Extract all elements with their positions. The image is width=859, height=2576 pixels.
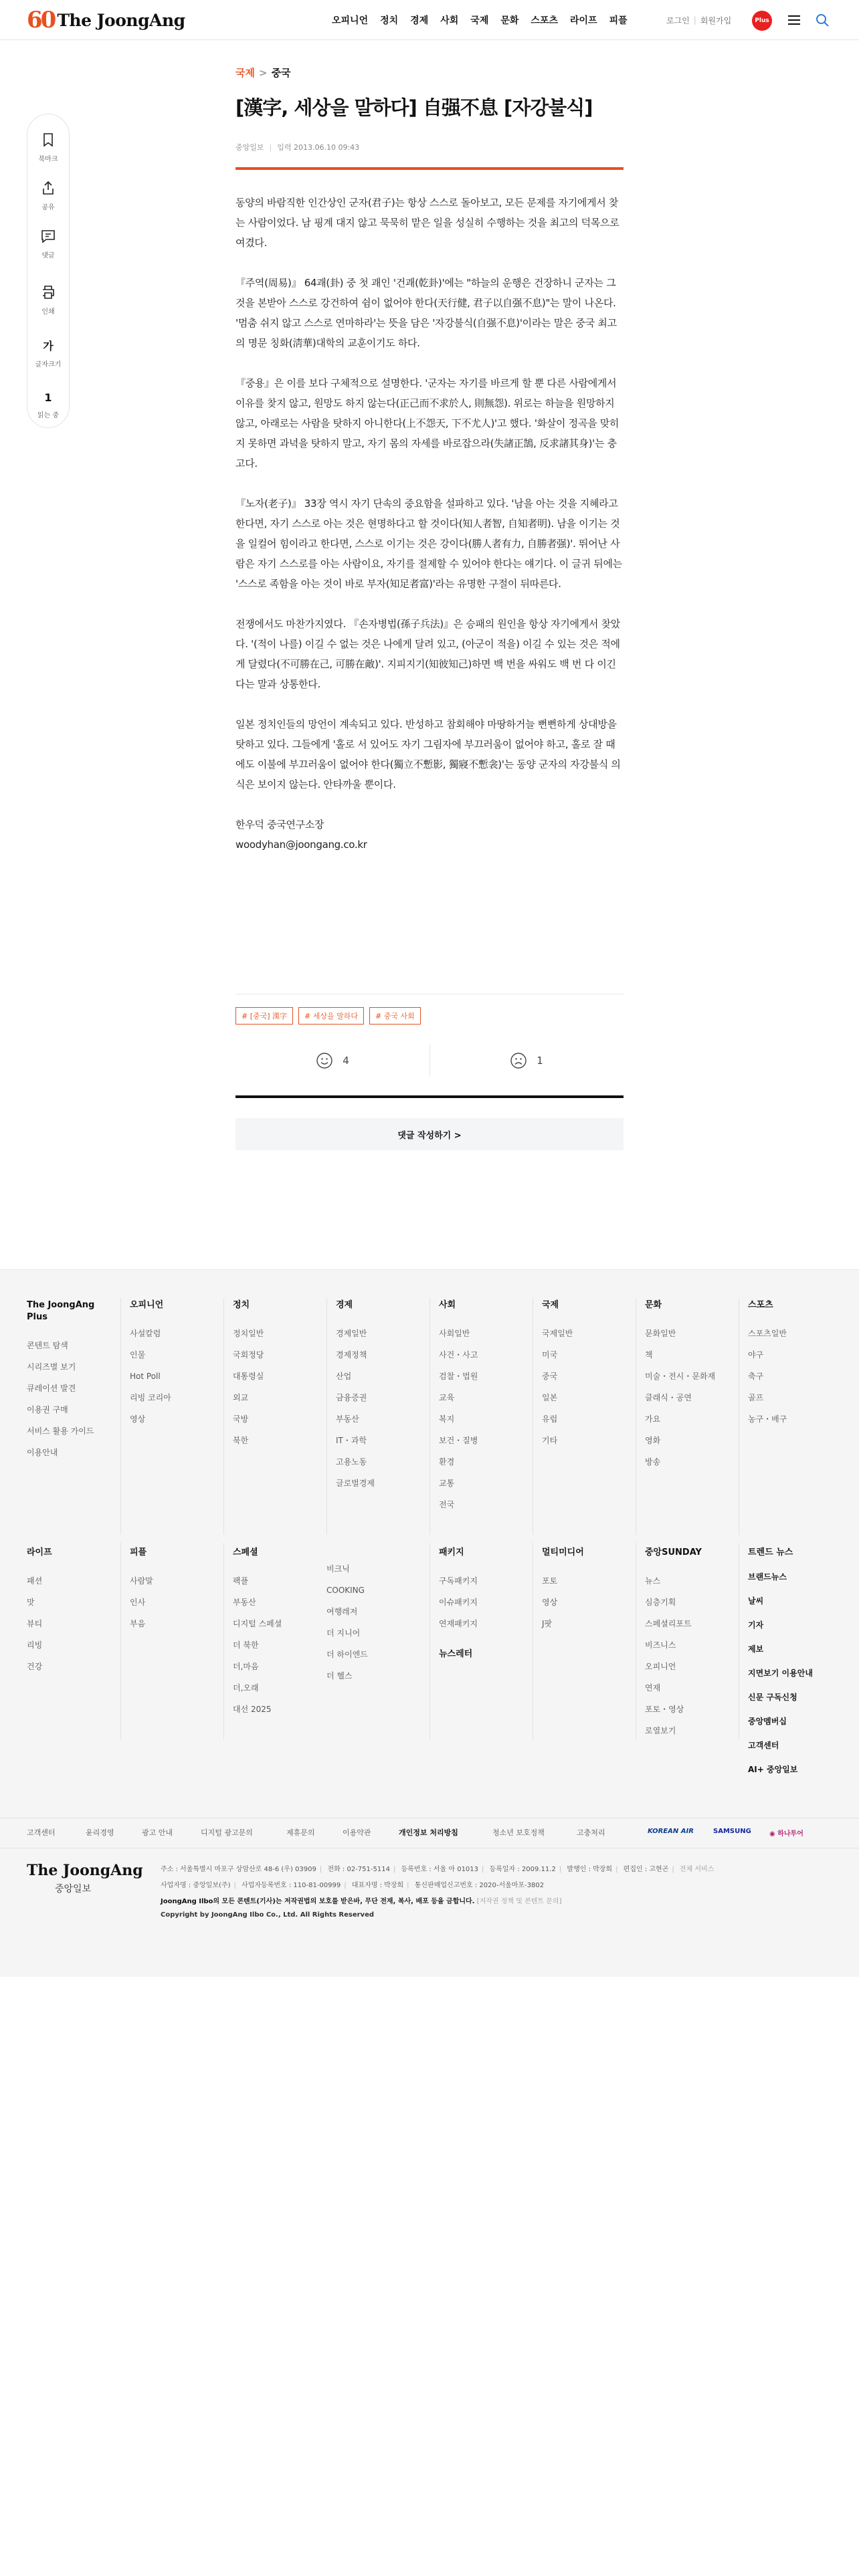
footer-link[interactable]: 영상 xyxy=(542,1598,558,1607)
footer-link[interactable]: 서비스 활용 가이드 xyxy=(27,1426,94,1436)
footer-link[interactable]: 국방 xyxy=(233,1414,249,1424)
company-info-line: 사업자명 : 중앙일보(주) | 사업자등록번호 : 110-81-00999 | 대표자명 : 박장희 | 통신판매업신고번호 : 2020-서울마포-3802 xyxy=(161,1882,545,1889)
footer-link[interactable]: 방송 xyxy=(645,1457,661,1467)
footer-link[interactable]: 중국 xyxy=(542,1372,558,1381)
footer-link[interactable]: IT・과학 xyxy=(336,1436,367,1445)
footer-link[interactable]: 더,마음 xyxy=(233,1662,259,1671)
footer-link[interactable]: 고용노동 xyxy=(336,1457,367,1467)
footer-link[interactable]: 대선 2025 xyxy=(233,1705,272,1714)
footer-link[interactable]: 유럽 xyxy=(542,1414,558,1424)
policy-link[interactable]: 광고 안내 xyxy=(142,1828,173,1837)
footer-link[interactable]: 더 헬스 xyxy=(326,1671,353,1681)
footer-col-opinion xyxy=(130,1299,230,1434)
footer-col-world xyxy=(542,1299,642,1456)
footer-link[interactable]: 인물 xyxy=(130,1350,146,1360)
company-address: 주소 : 서울특별시 마포구 상암산로 48-6 (우) 03909 xyxy=(161,1866,316,1873)
footer-link[interactable]: 스포츠일반 xyxy=(748,1329,787,1338)
article-paragraph: 전쟁에서도 마찬가지였다. 『손자병법(孫子兵法)』은 승패의 원인을 항상 자기에게서 찾았다. '(적이 나를) 이길 수 없는 것은 나에게 달려 있고, (아군이 적을) 이길 수 있는 것은 적에게 달렸다(不可勝在己, 可勝在敵)'. 지피지기(知彼知己)하면 백 번을 싸워도 백 번 다 이긴다는 말과 상통한다. xyxy=(235,618,620,690)
sad-icon xyxy=(510,1052,527,1069)
footer-link[interactable]: 콘텐트 탐색 xyxy=(27,1341,68,1350)
article-author: 한우덕 중국연구소장 xyxy=(235,819,324,831)
article-paragraph: 『노자(老子)』 33장 역시 자기 단속의 중요함을 설파하고 있다. '남을 아는 것을 지혜라고 한다면, 자기 스스로 아는 것은 현명하다고 할 것이다(知人者智, 自知者明). 남을 이기는 것을 일컬어 힘이라고 한다면, 스스로 이기는 것은 강이다(勝人者有力, 自勝者强)'. 뛰어난 사람은 자기 스스로를 아는 사람이요, 자기를 절제할 수 있어야 한다는 얘기다. 이 글귀 뒤에는 '스스로 족함을 아는 것이 바로 부자(知足者富)'라는 유명한 구절이 뒤따른다. xyxy=(235,498,622,590)
footer-col-title[interactable]: 스페셜 xyxy=(233,1547,258,1558)
user-util xyxy=(666,0,731,40)
footer-col-title[interactable]: 문화 xyxy=(645,1300,662,1310)
editor: 편집인 : 고현곤 xyxy=(623,1866,669,1873)
footer-link[interactable]: 가요 xyxy=(645,1414,661,1424)
footer-link[interactable]: Hot Poll xyxy=(130,1372,161,1381)
policy-link[interactable]: 고객센터 xyxy=(27,1828,56,1837)
login-link[interactable]: 로그인 xyxy=(666,15,690,25)
site-logo[interactable] xyxy=(27,8,185,32)
article xyxy=(235,66,624,855)
partner-logo-koreanair[interactable]: KOREAN AIR xyxy=(648,1828,694,1835)
footer-link[interactable]: 더 하이엔드 xyxy=(326,1650,368,1659)
footer-link[interactable]: 일본 xyxy=(542,1393,558,1402)
footer-link[interactable]: 산업 xyxy=(336,1372,352,1381)
footer-link[interactable]: 금융증권 xyxy=(336,1393,367,1402)
search-icon[interactable] xyxy=(815,13,830,27)
policy-link[interactable]: 디지털 광고문의 xyxy=(201,1828,253,1837)
article-body xyxy=(235,193,624,855)
footer-link[interactable]: 야구 xyxy=(748,1350,764,1360)
footer-col-title[interactable]: 피플 xyxy=(130,1547,147,1558)
footer-link[interactable]: 연재패키지 xyxy=(439,1619,478,1628)
footer-logo[interactable] xyxy=(27,1862,143,1895)
footer-link[interactable]: 사회일반 xyxy=(439,1329,470,1338)
footer-link[interactable]: 비즈니스 xyxy=(645,1640,676,1650)
comment-button[interactable] xyxy=(27,228,69,259)
font-size-icon: 가 xyxy=(43,340,54,352)
footer-col-title[interactable]: 사회 xyxy=(439,1300,456,1310)
footer-link[interactable]: 농구・배구 xyxy=(748,1414,787,1424)
footer-link[interactable]: 영상 xyxy=(130,1414,146,1424)
footer-link[interactable]: 교육 xyxy=(439,1393,455,1402)
partner-logo-samsung[interactable]: SAMSUNG xyxy=(713,1828,751,1835)
footer-col-title[interactable]: 트렌드 뉴스 xyxy=(748,1547,793,1558)
footer-col-people xyxy=(130,1547,230,1639)
footer-logo-ko: 중앙일보 xyxy=(55,1884,92,1895)
like-count: 4 xyxy=(343,1055,349,1067)
footer-col-title[interactable]: 멀티미디어 xyxy=(542,1547,584,1558)
all-services-link[interactable]: 전체 서비스 xyxy=(679,1866,714,1873)
article-paragraph: 『중용』은 이를 보다 구체적으로 설명한다. '군자는 자기를 바르게 할 뿐 다른 사람에게서 이유를 찾지 않고, 원망도 하지 않는다(正己而不求於人, 則無怨). 위로는 하늘을 원망하지 않고, 아래로는 사람을 탓하지 아니한다(上不怨天, 下不尤人)'고 했다. '화살이 정곡을 맞히지 못하면 과녁을 탓하지 말고, 자기 몸의 자세를 바로잡으라(失諸正鵠, 反求諸其身)'는 충고다. xyxy=(235,377,619,469)
footer-link[interactable]: 부동산 xyxy=(336,1414,359,1424)
footer-link[interactable]: 더 북한 xyxy=(233,1640,259,1650)
breadcrumb-subcategory[interactable]: 중국 xyxy=(271,67,291,79)
nav-life[interactable]: 라이프 xyxy=(570,15,597,26)
footer-link[interactable]: 북한 xyxy=(233,1436,249,1445)
footer-link[interactable]: 대통령실 xyxy=(233,1372,264,1381)
footer-link[interactable]: 제보 xyxy=(748,1644,764,1654)
footer-link[interactable]: 포토 xyxy=(542,1576,558,1586)
article-meta xyxy=(235,142,624,152)
footer-link[interactable]: 전국 xyxy=(439,1500,455,1509)
nav-people[interactable]: 피플 xyxy=(609,15,628,26)
footer-link[interactable]: 미국 xyxy=(542,1350,558,1360)
article-source: 중앙일보 xyxy=(235,143,264,152)
footer-link[interactable]: 시리즈별 보기 xyxy=(27,1362,76,1372)
footer-link[interactable]: 연재 xyxy=(645,1683,661,1693)
footer-link[interactable]: 로열보기 xyxy=(645,1726,676,1735)
tag-item[interactable]: # 중국 사회 xyxy=(369,1007,421,1025)
site-header xyxy=(0,0,859,40)
font-size-label: 글자크기 xyxy=(35,361,62,368)
footer-link[interactable]: 미술・전시・문화재 xyxy=(645,1372,716,1381)
business-number: 사업자등록번호 : 110-81-00999 xyxy=(242,1882,341,1889)
comment-divider xyxy=(235,1095,624,1098)
ceo-name: 대표자명 : 박장희 xyxy=(351,1882,404,1889)
footer-link[interactable]: 팩플 xyxy=(233,1576,249,1586)
footer-link[interactable]: 책 xyxy=(645,1350,653,1360)
copyright-notice xyxy=(161,1895,561,1905)
footer-link[interactable]: 뷰티 xyxy=(27,1619,43,1628)
share-button[interactable] xyxy=(27,180,69,211)
footer-link[interactable]: AI+ 중앙일보 xyxy=(748,1765,798,1774)
policy-link[interactable]: 이용약관 xyxy=(343,1828,371,1837)
footer-col-special-2 xyxy=(326,1547,427,1691)
breadcrumb xyxy=(235,66,624,80)
footer-link[interactable]: 부음 xyxy=(130,1619,146,1628)
bookmark-button[interactable] xyxy=(27,132,69,163)
share-icon xyxy=(40,180,56,196)
company-info-line: 주소 : 서울특별시 마포구 상암산로 48-6 (우) 03909 | 전화 : 02-751-5114 | 등록번호 : 서울 아 01013 | 등록일자 : 2009.11.2 | 발행인 : 박장희 | 편집인 : 고현곤 | 전체 서비스 xyxy=(161,1866,714,1873)
footer-col-package xyxy=(439,1547,539,1677)
footer-link[interactable]: 외교 xyxy=(233,1393,249,1402)
footer-link[interactable]: 스페셜리포트 xyxy=(645,1619,692,1628)
footer-link[interactable]: 클래식・공연 xyxy=(645,1393,692,1402)
article-date: 입력 2013.06.10 09:43 xyxy=(277,143,360,152)
footer-link[interactable]: J팟 xyxy=(542,1619,553,1628)
footer-link[interactable]: 복지 xyxy=(439,1414,455,1424)
footer-policy-bar xyxy=(0,1818,859,1848)
footer-logo-en: The JoongAng xyxy=(27,1862,143,1879)
footer-col-society xyxy=(439,1299,539,1520)
footer-link[interactable]: 부동산 xyxy=(233,1598,256,1607)
footer-link[interactable]: 포토・영상 xyxy=(645,1705,684,1714)
footer-col-title[interactable]: 스포츠 xyxy=(748,1300,773,1310)
article-paragraph: 일본 정치인들의 망언이 계속되고 있다. 반성하고 참회해야 마땅하거늘 뻔뻔하게 상대방을 탓하고 있다. 그들에게 '홀로 서 있어도 자기 그림자에 부끄러움이 없어야 하고, 홀로 잘 때에도 이불에 부끄러움이 없어야 한다(獨立不慙影, 獨寢不慙衾)'는 동양 군자의 자강불식 의식은 보이지 않는다. 안타까울 뿐이다. xyxy=(235,718,621,790)
copyright: Copyright by JoongAng Ilbo Co., Ltd. All Rights Reserved xyxy=(161,1911,375,1919)
copyright-policy-link[interactable]: [저작권 정책 및 콘텐트 문의] xyxy=(476,1898,562,1905)
logo-60: 60 xyxy=(27,7,55,33)
footer-link[interactable]: 사설칼럼 xyxy=(130,1329,161,1338)
main-nav xyxy=(332,0,640,40)
reactions xyxy=(235,1041,624,1081)
ecommerce-number: 통신판매업신고번호 : 2020-서울마포-3802 xyxy=(414,1882,545,1889)
footer-link[interactable]: 고객센터 xyxy=(748,1741,779,1750)
footer-link[interactable]: 환경 xyxy=(439,1457,455,1467)
like-button[interactable] xyxy=(235,1041,430,1081)
footer-link[interactable]: 날씨 xyxy=(748,1596,764,1606)
footer-link[interactable]: 검찰・법원 xyxy=(439,1372,478,1381)
footer-link[interactable]: 글로벌경제 xyxy=(336,1479,375,1488)
footer-col-title[interactable]: 패키지 xyxy=(439,1547,464,1558)
footer-col-title[interactable]: 뉴스레터 xyxy=(439,1649,473,1659)
footer-link[interactable]: 리빙 코리아 xyxy=(130,1393,171,1402)
nav-society[interactable]: 사회 xyxy=(440,15,459,26)
nav-culture[interactable]: 문화 xyxy=(500,15,519,26)
footer-link[interactable]: 브랜드뉴스 xyxy=(748,1572,787,1582)
footer-link[interactable]: 골프 xyxy=(748,1393,764,1402)
footer-link[interactable]: 패션 xyxy=(27,1576,43,1586)
footer-link[interactable]: 구독패키지 xyxy=(439,1576,478,1586)
plus-button[interactable]: Plus xyxy=(752,11,772,31)
footer-col-culture xyxy=(645,1299,745,1477)
footer-col-title[interactable]: 오피니언 xyxy=(130,1300,164,1310)
footer-col-politics xyxy=(233,1299,333,1456)
footer-link[interactable]: COOKING xyxy=(326,1586,365,1595)
article-toolbar xyxy=(27,114,70,428)
comment-label: 댓글 xyxy=(41,252,55,259)
title-divider xyxy=(235,167,624,170)
footer-link[interactable]: 교통 xyxy=(439,1479,455,1488)
nav-opinion[interactable]: 오피니언 xyxy=(332,15,369,26)
footer-column-divider xyxy=(120,1298,121,1535)
company-name: 사업자명 : 중앙일보(주) xyxy=(161,1882,231,1889)
reader-count-label: 읽는 중 xyxy=(37,412,60,419)
breadcrumb-arrow-icon: > xyxy=(258,67,268,79)
footer-link[interactable]: 이슈패키지 xyxy=(439,1598,478,1607)
footer-col-life xyxy=(27,1547,127,1682)
footer-link[interactable]: 국제일반 xyxy=(542,1329,573,1338)
print-label: 인쇄 xyxy=(41,308,55,316)
footer-link[interactable]: 축구 xyxy=(748,1372,764,1381)
footer-link[interactable]: 이용권 구매 xyxy=(27,1405,68,1414)
footer-link[interactable]: 정치일반 xyxy=(233,1329,264,1338)
footer-link[interactable]: 기자 xyxy=(748,1620,764,1630)
policy-link[interactable]: 개인정보 처리방침 xyxy=(399,1828,458,1837)
tag-item[interactable]: # 세상을 말하다 xyxy=(298,1007,364,1025)
footer-link[interactable]: 보건・질병 xyxy=(439,1436,478,1445)
footer-link[interactable]: 맛 xyxy=(27,1598,35,1607)
footer-col-sunday xyxy=(645,1547,745,1746)
footer-link[interactable]: 국회정당 xyxy=(233,1350,264,1360)
footer-link[interactable]: 사람말 xyxy=(130,1576,153,1586)
policy-link[interactable]: 제휴문의 xyxy=(286,1828,315,1837)
footer-link[interactable]: 비크닉 xyxy=(326,1564,350,1574)
publisher: 발행인 : 박장희 xyxy=(567,1866,613,1873)
nav-economy[interactable]: 경제 xyxy=(410,15,429,26)
footer-col-title[interactable]: 경제 xyxy=(336,1300,353,1310)
footer-link[interactable]: 더,오래 xyxy=(233,1683,259,1693)
font-size-button[interactable] xyxy=(27,338,69,368)
footer-col-multimedia xyxy=(542,1547,642,1639)
dislike-count: 1 xyxy=(537,1055,543,1067)
footer-col-economy xyxy=(336,1299,436,1499)
footer-link[interactable]: 오피니언 xyxy=(645,1662,676,1671)
tag-list xyxy=(235,1007,426,1025)
comment-icon xyxy=(40,228,56,244)
bookmark-icon xyxy=(40,132,56,148)
write-comment-button[interactable]: 댓글 작성하기 > xyxy=(235,1118,624,1150)
footer-link[interactable]: 사건・사고 xyxy=(439,1350,478,1360)
bookmark-label: 북마크 xyxy=(38,156,58,163)
policy-link[interactable]: 청소년 보호정책 xyxy=(492,1828,545,1837)
util-separator: | xyxy=(693,15,696,25)
policy-link[interactable]: 고충처리 xyxy=(577,1828,605,1837)
footer-link[interactable]: 이용안내 xyxy=(27,1448,58,1457)
tag-item[interactable]: # [중국] 漢字 xyxy=(235,1007,293,1025)
smile-icon xyxy=(316,1052,333,1069)
nav-sports[interactable]: 스포츠 xyxy=(531,15,558,26)
footer-col-sports xyxy=(748,1299,842,1434)
dislike-button[interactable] xyxy=(430,1041,624,1081)
article-title: [漢字, 세상을 말하다] 自强不息 [자강불식] xyxy=(235,96,593,119)
share-label: 공유 xyxy=(41,204,55,211)
footer-link[interactable]: 인사 xyxy=(130,1598,146,1607)
meta-separator: | xyxy=(269,143,272,152)
copyright-policy-text: JoongAng Ilbo의 모든 콘텐트(기사)는 저작권법의 보호를 받은바, 무단 전재, 복사, 배포 등을 금합니다. xyxy=(161,1898,475,1905)
footer-link[interactable]: 큐레이션 발견 xyxy=(27,1384,76,1393)
print-icon xyxy=(40,284,56,300)
breadcrumb-category[interactable]: 국제 xyxy=(235,67,255,79)
nav-politics[interactable]: 정치 xyxy=(380,15,399,26)
reader-count-number: 1 xyxy=(44,391,52,404)
reader-count xyxy=(27,391,69,419)
nav-world[interactable]: 국제 xyxy=(470,15,489,26)
company-phone: 전화 : 02-751-5114 xyxy=(327,1866,390,1873)
footer-link[interactable]: 디지털 스페셜 xyxy=(233,1619,282,1628)
menu-icon[interactable] xyxy=(787,13,801,27)
footer-link[interactable]: 심층기획 xyxy=(645,1598,676,1607)
footer-link[interactable]: 지면보기 이용안내 xyxy=(748,1669,813,1678)
footer-col-title[interactable]: 정치 xyxy=(233,1300,250,1310)
footer-col-trend xyxy=(748,1547,848,1788)
footer-link[interactable]: 중앙멤버십 xyxy=(748,1717,787,1726)
footer-link[interactable]: 여행레저 xyxy=(326,1607,358,1616)
footer-link[interactable]: 영화 xyxy=(645,1436,661,1445)
footer-link[interactable]: 경제일반 xyxy=(336,1329,367,1338)
footer-link[interactable]: 건강 xyxy=(27,1662,43,1671)
partner-name: 하나투어 xyxy=(777,1830,803,1838)
footer-col-plus xyxy=(27,1299,114,1468)
registration-number: 등록번호 : 서울 아 01013 xyxy=(401,1866,479,1873)
policy-link[interactable]: 윤리경영 xyxy=(86,1828,114,1837)
footer-col-title[interactable]: 국제 xyxy=(542,1300,559,1310)
article-paragraph: 동양의 바람직한 인간상인 군자(君子)는 항상 스스로 돌아보고, 모든 문제를 자기에게서 찾는 사람이었다. 남 핑계 대지 않고 묵묵히 맡은 일을 성실히 수행하는 것을 최고의 덕목으로 여겼다. xyxy=(235,197,619,249)
footer-col-title[interactable]: The JoongAng Plus xyxy=(27,1300,95,1322)
signup-link[interactable]: 회원가입 xyxy=(700,15,732,25)
partner-logo-hanatour[interactable]: ◉ 하나투어 xyxy=(769,1830,803,1838)
print-button[interactable] xyxy=(27,284,69,316)
footer-link[interactable]: 뉴스 xyxy=(645,1576,661,1586)
footer-link[interactable]: 기타 xyxy=(542,1436,558,1445)
article-paragraph: 『주역(周易)』 64괘(卦) 중 첫 괘인 '건괘(乾卦)'에는 "하늘의 운행은 건장하니 군자는 그것을 본받아 스스로 강건하여 쉼이 없어야 한다(天行健, 君子以自强不息)"는 말이 나온다. '멈춤 쉬지 않고 스스로 연마하라'는 뜻을 담은 '자강불식(自强不息)'이라는 말은 중국 최고의 명문 칭화(淸華)대학의 교훈이기도 하다. xyxy=(235,277,617,349)
registration-date: 등록일자 : 2009.11.2 xyxy=(489,1866,556,1873)
logo-text: The JoongAng xyxy=(57,10,185,30)
footer-link[interactable]: 문화일반 xyxy=(645,1329,676,1338)
article-email: woodyhan@joongang.co.kr xyxy=(235,839,367,851)
footer-link[interactable]: 리빙 xyxy=(27,1640,43,1650)
footer-col-title[interactable]: 중앙SUNDAY xyxy=(645,1547,702,1558)
footer-link[interactable]: 경제정책 xyxy=(336,1350,367,1360)
footer-link[interactable]: 신문 구독신청 xyxy=(748,1693,797,1702)
footer-col-special xyxy=(233,1547,333,1725)
footer-col-title[interactable]: 라이프 xyxy=(27,1547,52,1558)
footer-link[interactable]: 더 지니어 xyxy=(326,1628,361,1638)
